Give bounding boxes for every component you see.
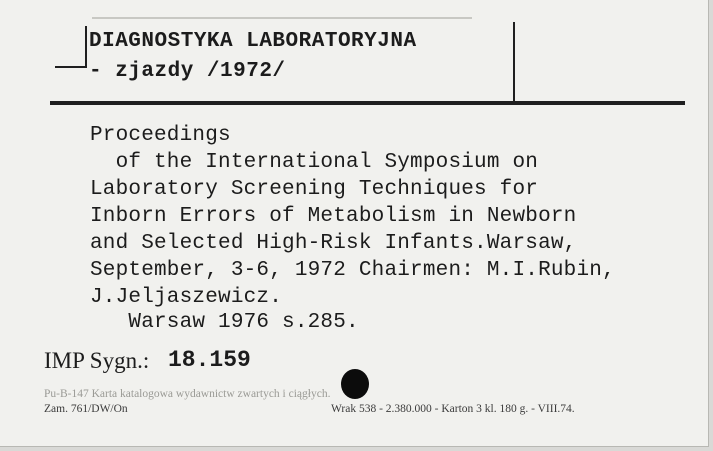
- entry-line: Inborn Errors of Metabolism in Newborn: [90, 205, 577, 228]
- punch-hole: [341, 369, 369, 399]
- header-left-vertical-rule: [85, 26, 87, 68]
- header-left-stub-rule: [55, 66, 85, 68]
- header-title: DIAGNOSTYKA LABORATORYJNA: [89, 30, 417, 53]
- footer-print-details: Wrak 538 - 2.380.000 - Karton 3 kl. 180 g. - VIII.74.: [331, 403, 575, 415]
- entry-line: Proceedings: [90, 124, 231, 147]
- signature-label: IMP Sygn.:: [44, 348, 150, 373]
- header-bottom-rule: [50, 101, 685, 105]
- entry-line: and Selected High-Risk Infants.Warsaw,: [90, 232, 577, 255]
- entry-line: J.Jeljaszewicz.: [90, 286, 283, 309]
- entry-line: Laboratory Screening Techniques for: [90, 178, 539, 201]
- footer-form-line: Pu-B-147 Karta katalogowa wydawnictw zwartych i ciągłych.: [44, 388, 331, 400]
- footer-order-number: Zam. 761/DW/On: [44, 403, 128, 415]
- entry-line: Warsaw 1976 s.285.: [90, 311, 359, 334]
- header-right-vertical-rule: [513, 22, 515, 102]
- header-top-faint-mark: [92, 17, 472, 19]
- header-subtitle: - zjazdy /1972/: [89, 60, 286, 83]
- entry-line: September, 3-6, 1972 Chairmen: M.I.Rubin,: [90, 259, 615, 282]
- entry-line: of the International Symposium on: [90, 151, 539, 174]
- signature-number: 18.159: [168, 347, 251, 373]
